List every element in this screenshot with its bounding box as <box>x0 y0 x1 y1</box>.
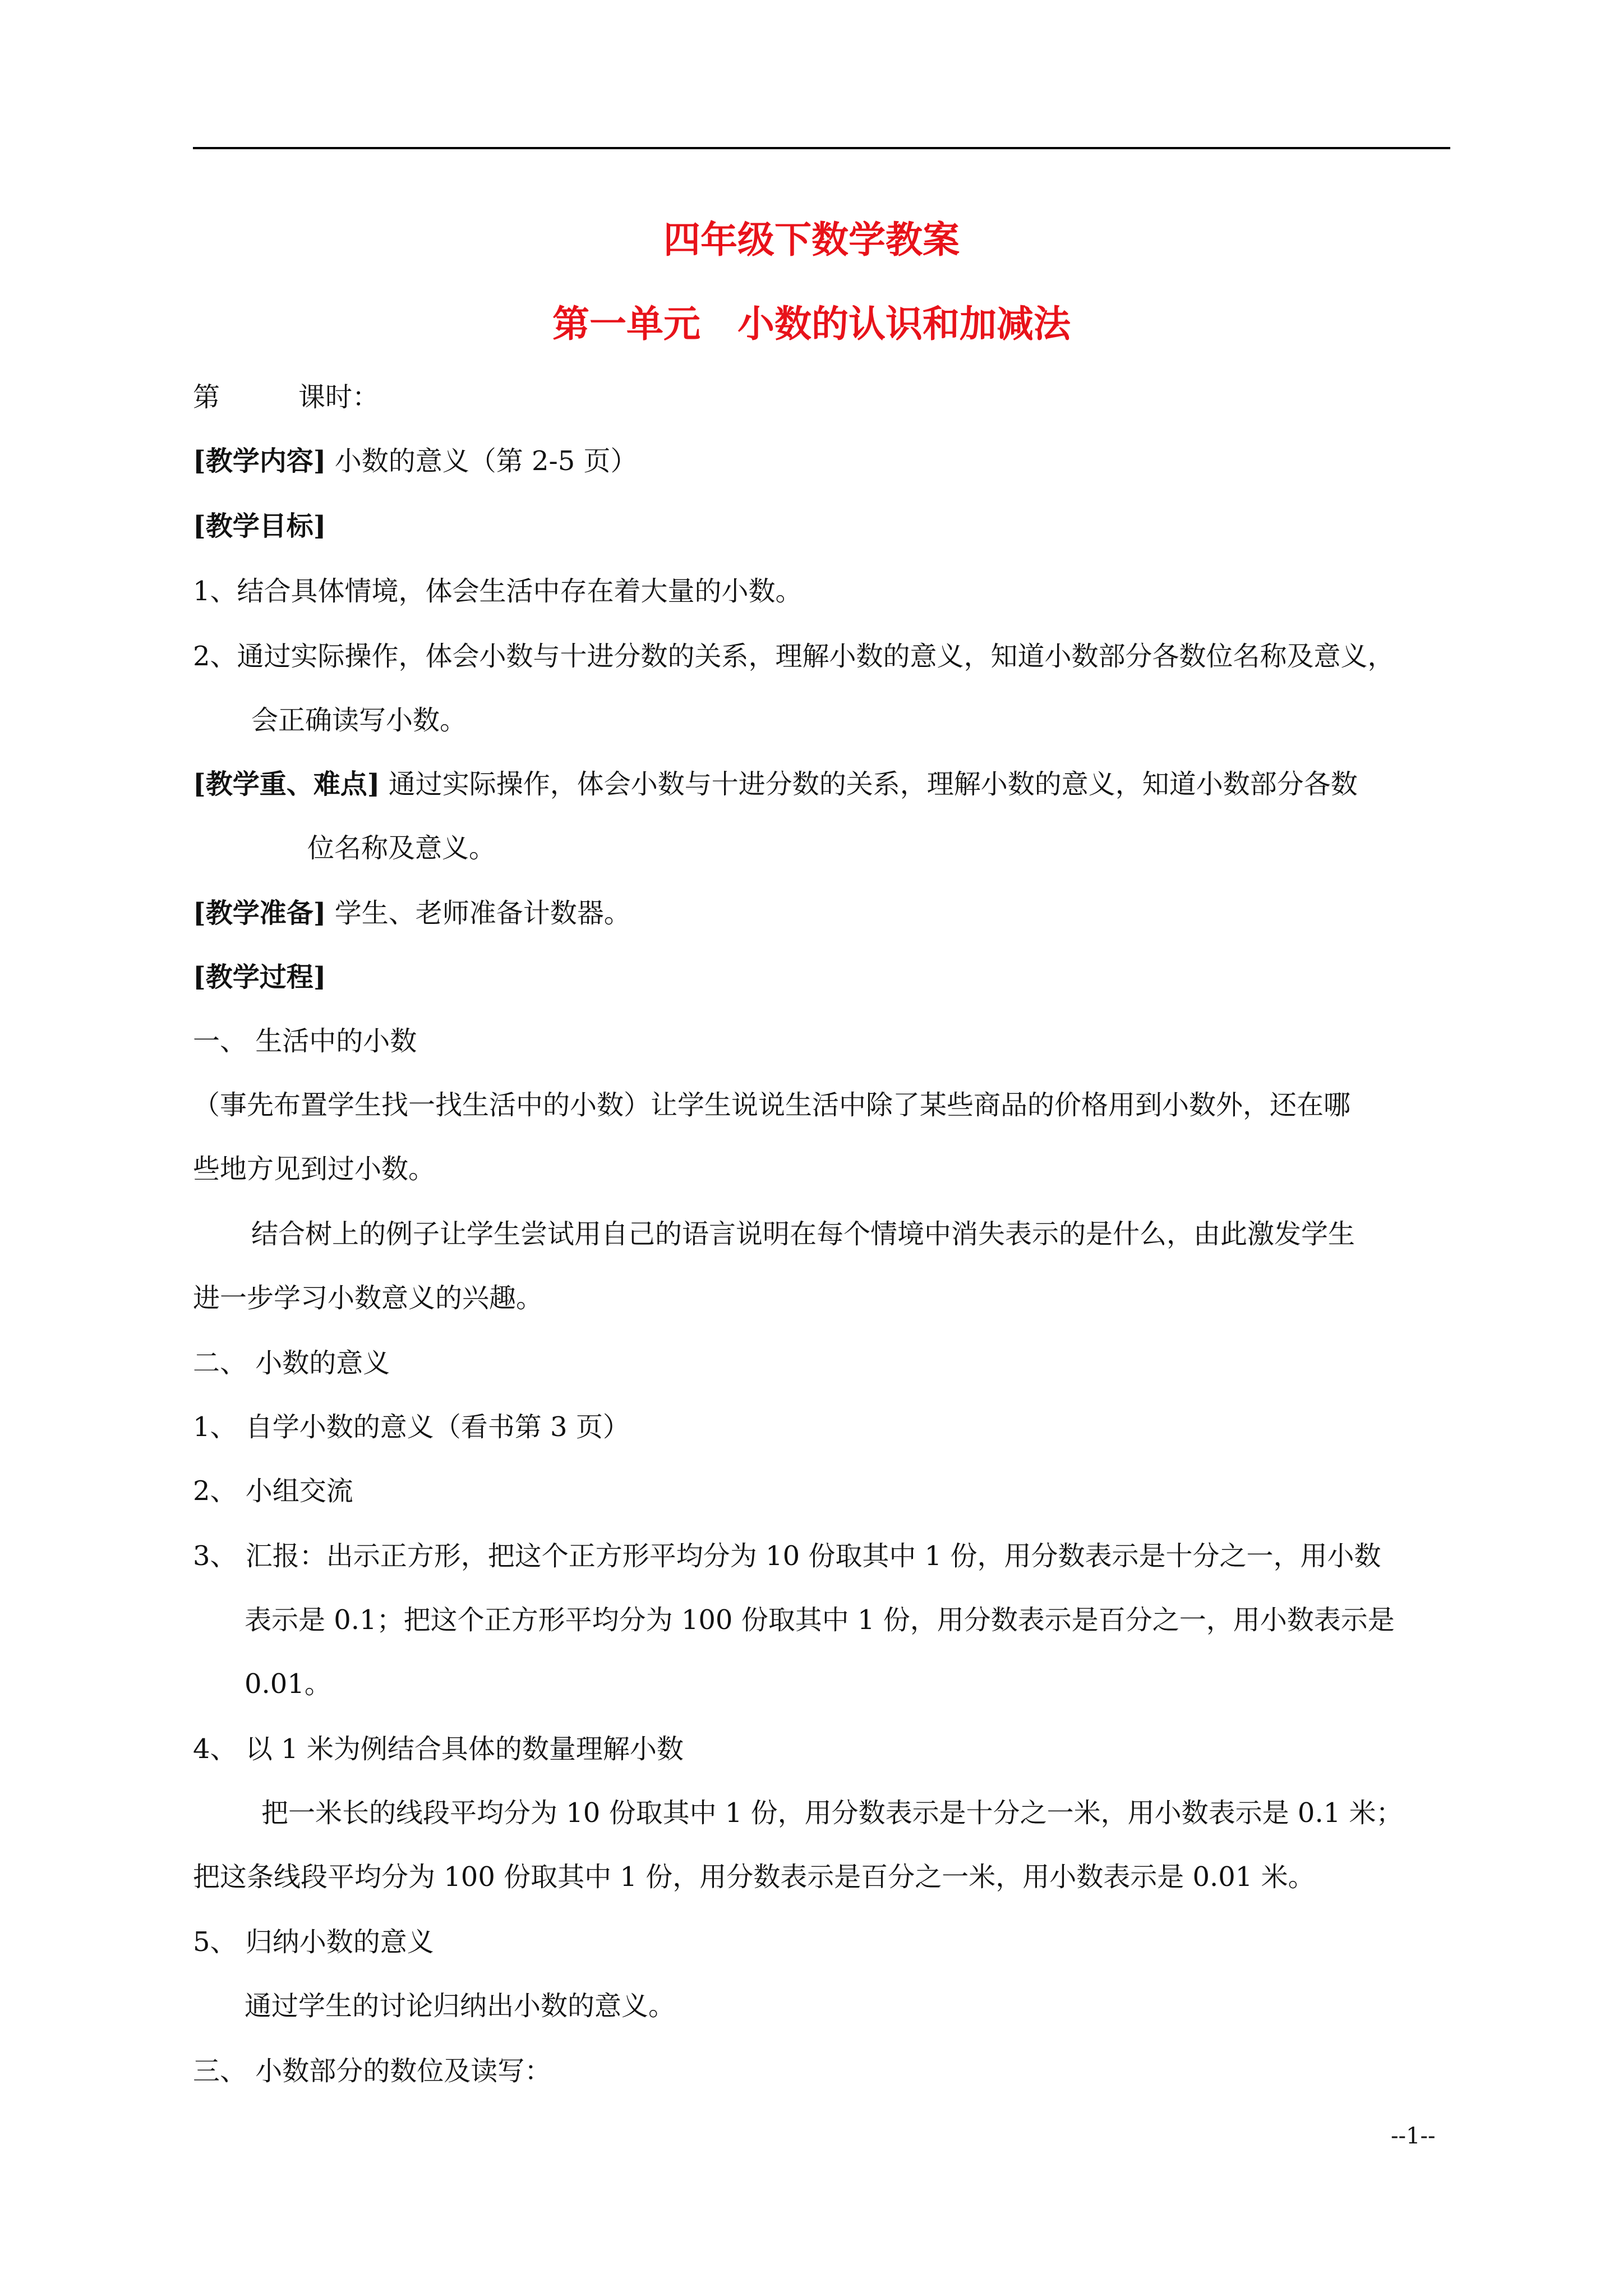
content-line <box>193 443 638 479</box>
list-item-4: 4、 以 1 米为例结合具体的数量理解小数 <box>193 1733 684 1765</box>
part-1-heading: 一、 生活中的小数 <box>193 1025 417 1057</box>
key-points-text: 通过实际操作，体会小数与十进分数的关系，理解小数的意义，知道小数部分各数 <box>380 769 1358 800</box>
prep-text: 学生、老师准备计数器。 <box>326 898 631 929</box>
document-title: 四年级下数学教案 <box>663 218 960 261</box>
key-points-line-2: 位名称及意义。 <box>307 832 496 864</box>
period-label <box>193 379 379 415</box>
list-item-5-paragraph: 通过学生的讨论归纳出小数的意义。 <box>245 1990 676 2022</box>
list-item-2: 2、 小组交流 <box>193 1475 353 1507</box>
period-label-suffix: 课时： <box>298 381 380 413</box>
content-text: 小数的意义（第 2-5 页） <box>326 445 638 477</box>
goals-tag: [教学目标] <box>193 510 326 542</box>
part-1-paragraph-2-line-1: 结合树上的例子让学生尝试用自己的语言说明在每个情境中消失表示的是什么，由此激发学生 <box>251 1218 1355 1250</box>
part-2-heading: 二、 小数的意义 <box>193 1347 390 1379</box>
period-label-prefix: 第 <box>193 381 220 413</box>
goal-2-line-2: 会正确读写小数。 <box>251 705 467 736</box>
part-1-paragraph-1-line-2: 些地方见到过小数。 <box>193 1153 436 1185</box>
goal-2-line-1: 2、通过实际操作，体会小数与十进分数的关系，理解小数的意义，知道小数部分各数位名称及意义， <box>193 641 1395 672</box>
list-item-3-line-1: 3、 汇报：出示正方形，把这个正方形平均分为 10 份取其中 1 份，用分数表示是十分之一，用小数 <box>193 1540 1381 1572</box>
list-item-5: 5、 归纳小数的意义 <box>193 1926 434 1958</box>
part-3-heading: 三、 小数部分的数位及读写： <box>193 2055 552 2087</box>
list-item-4-paragraph-line-1: 把一米长的线段平均分为 10 份取其中 1 份，用分数表示是十分之一米，用小数表示是 0.1 米； <box>261 1797 1403 1829</box>
key-points-tag: [教学重、难点] <box>193 769 380 800</box>
unit-title: 第一单元 小数的认识和加减法 <box>552 302 1071 346</box>
list-item-4-paragraph-line-2: 把这条线段平均分为 100 份取其中 1 份，用分数表示是百分之一米，用小数表示是 0.01 米。 <box>193 1861 1315 1893</box>
prep-line <box>193 895 631 931</box>
header-rule <box>193 147 1450 149</box>
part-1-paragraph-1-line-1: （事先布置学生找一找生活中的小数）让学生说说生活中除了某些商品的价格用到小数外，还在哪 <box>193 1089 1351 1121</box>
key-points-line <box>193 766 1358 802</box>
content-tag: [教学内容] <box>193 445 326 477</box>
list-item-3-line-3: 0.01。 <box>245 1668 331 1700</box>
page-number: --1-- <box>1391 2123 1436 2149</box>
part-1-paragraph-2-line-2: 进一步学习小数意义的兴趣。 <box>193 1282 543 1314</box>
list-item-1: 1、 自学小数的意义（看书第 3 页） <box>193 1411 630 1443</box>
goal-1: 1、结合具体情境，体会生活中存在着大量的小数。 <box>193 576 803 607</box>
list-item-3-line-2: 表示是 0.1；把这个正方形平均分为 100 份取其中 1 份，用分数表示是百分之一，用小数表示是 <box>245 1604 1395 1636</box>
prep-tag: [教学准备] <box>193 898 326 929</box>
process-tag: [教学过程] <box>193 961 326 993</box>
